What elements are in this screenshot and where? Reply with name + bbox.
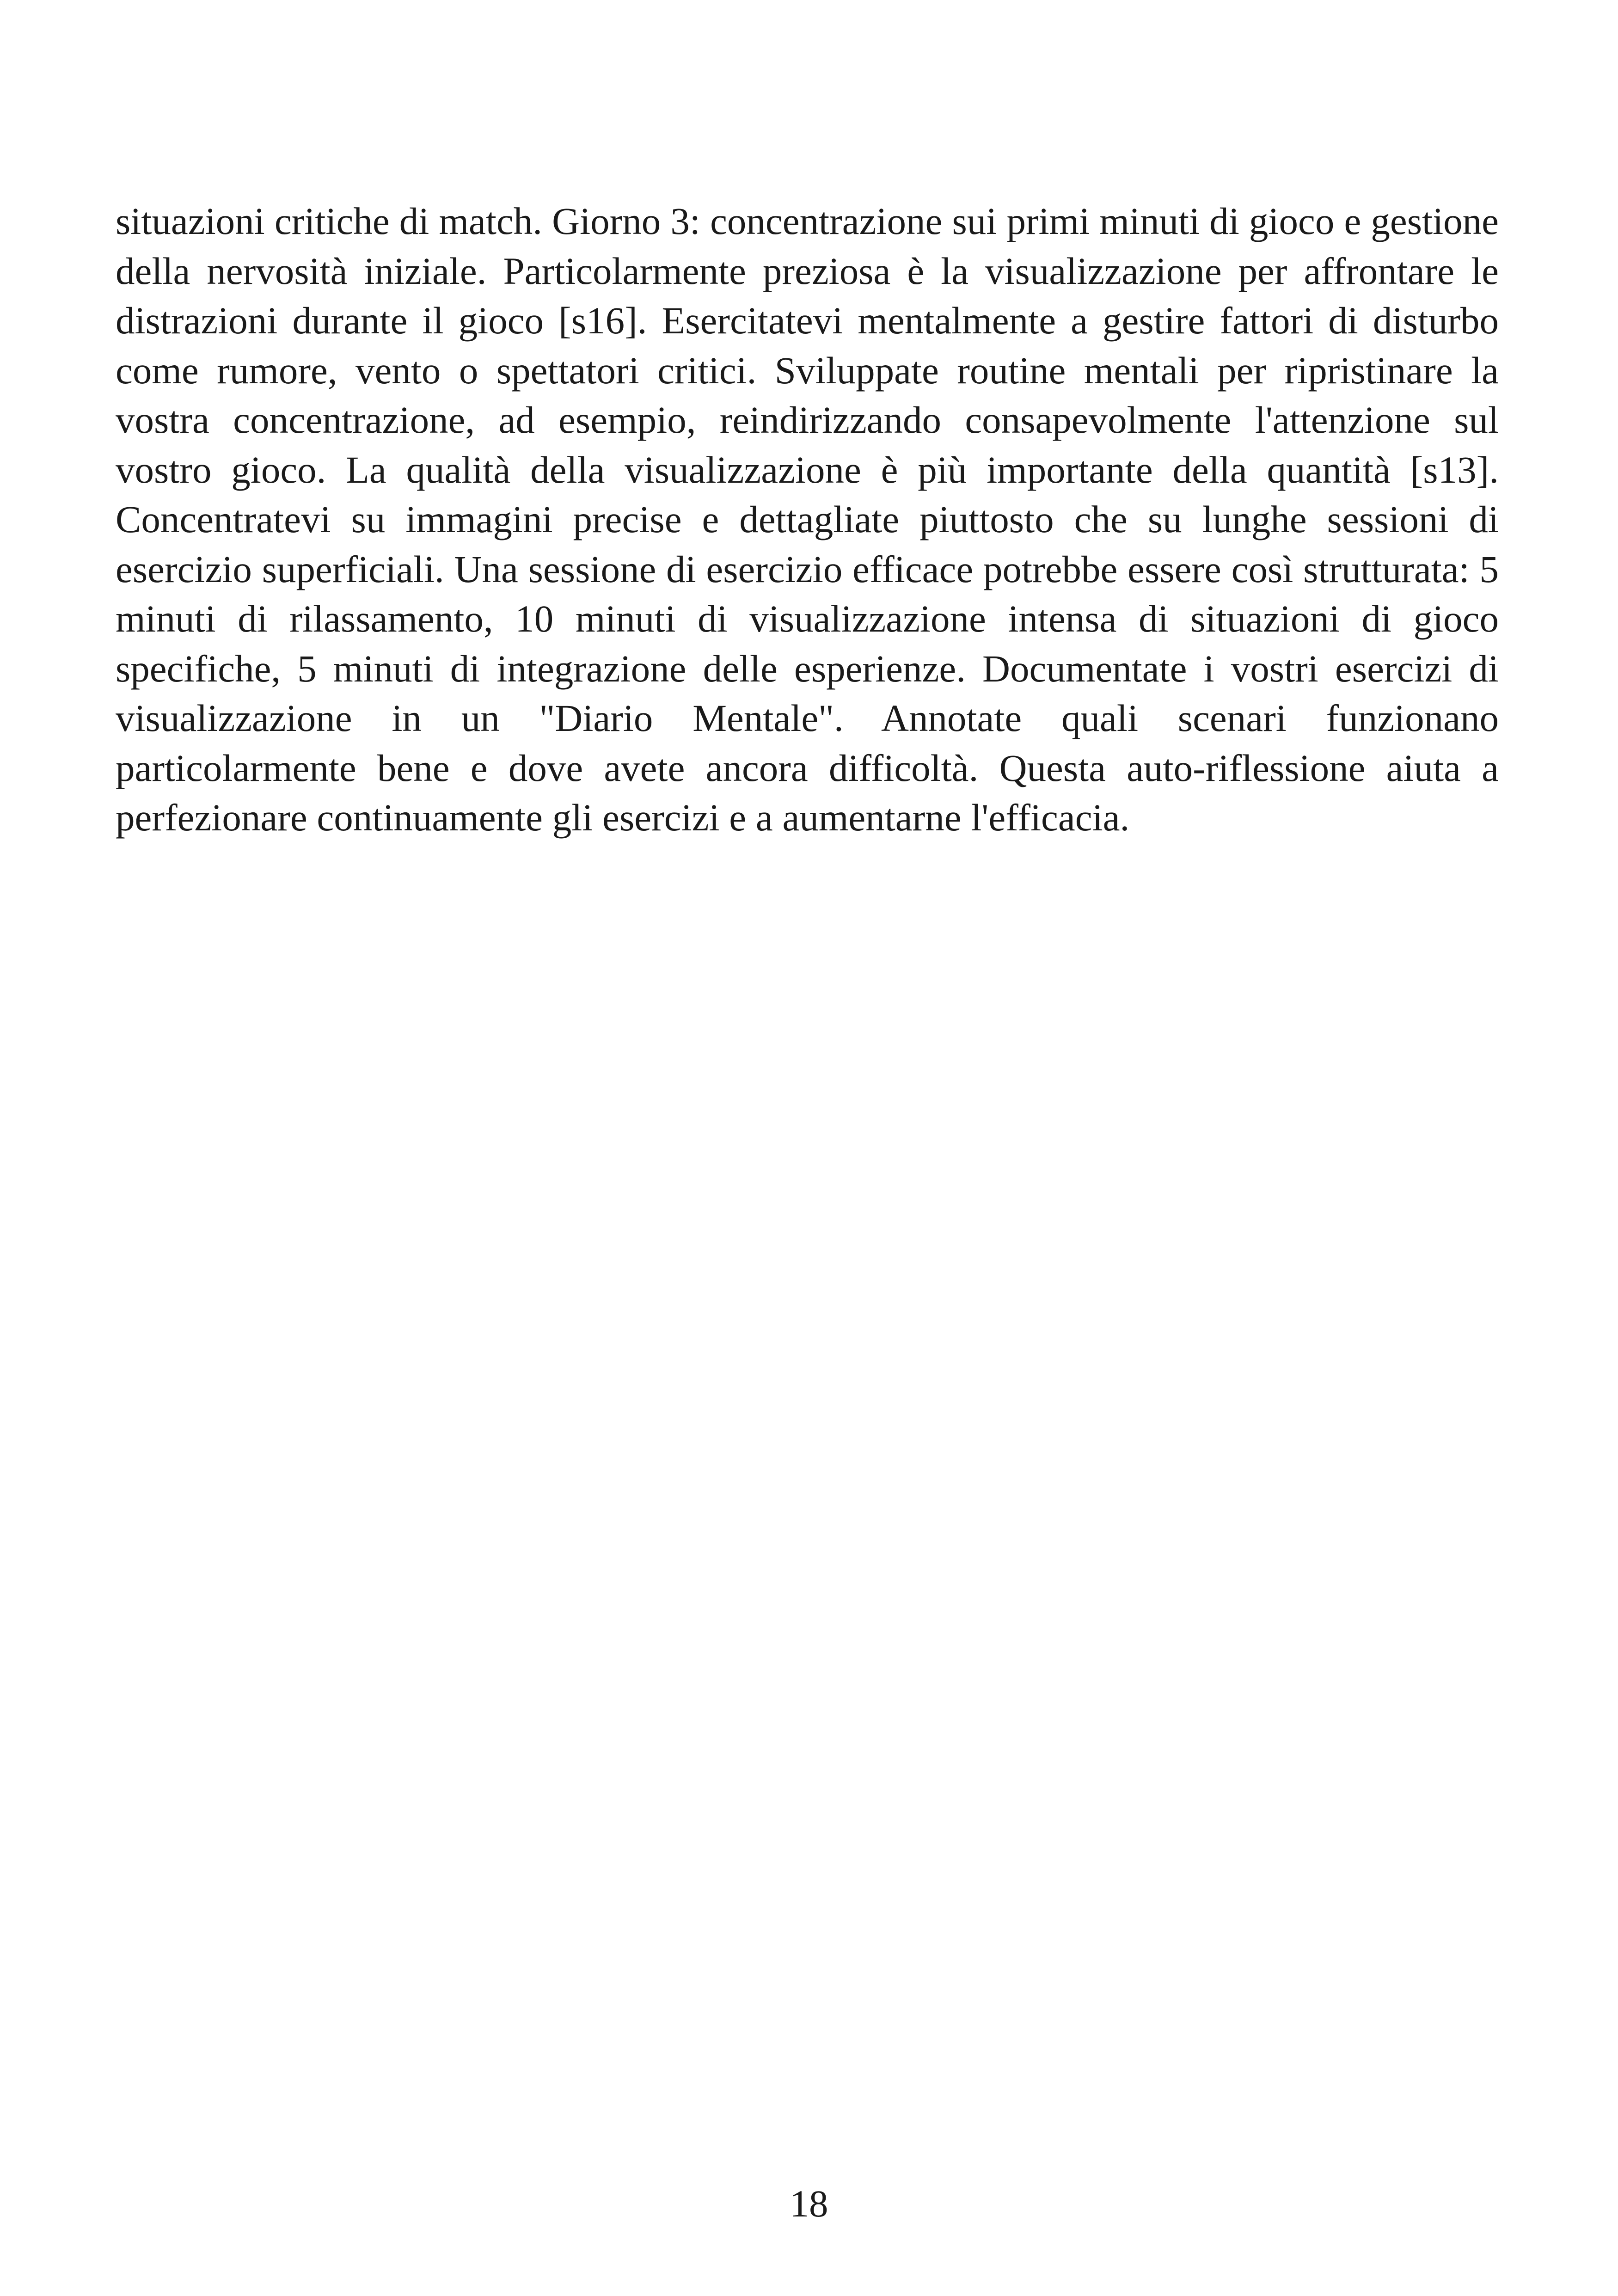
page-number: 18 xyxy=(790,2182,828,2225)
body-paragraph: situazioni critiche di match. Giorno 3: concentrazione sui primi minuti di gioco e gestione della nervosità iniziale. Particolarmente preziosa è la visualizzazione per affrontare le distrazioni durante il gioco [s16]. Esercitatevi mentalmente a gestire fattori di disturbo come rumore, vento o spettatori critici. Sviluppate routine mentali per ripristinare la vostra concentrazione, ad esempio, reindirizzando consapevolmente l'attenzione sul vostro gioco. La qualità della visualizzazione è più importante della quantità [s13]. Concentratevi su immagini precise e dettagliate piuttosto che su lunghe sessioni di esercizio superficiali. Una sessione di esercizio efficace potrebbe essere così strutturata: 5 minuti di rilassamento, 10 minuti di visualizzazione intensa di situazioni di gioco specifiche, 5 minuti di integrazione delle esperienze. Documentate i vostri esercizi di visualizzazione in un "Diario Mentale". Annotate quali scenari funzionano particolarmente bene e dove avete ancora difficoltà. Questa auto-riflessione aiuta a perfezionare continuamente gli esercizi e a aumentarne l'efficacia. xyxy=(116,200,1499,839)
